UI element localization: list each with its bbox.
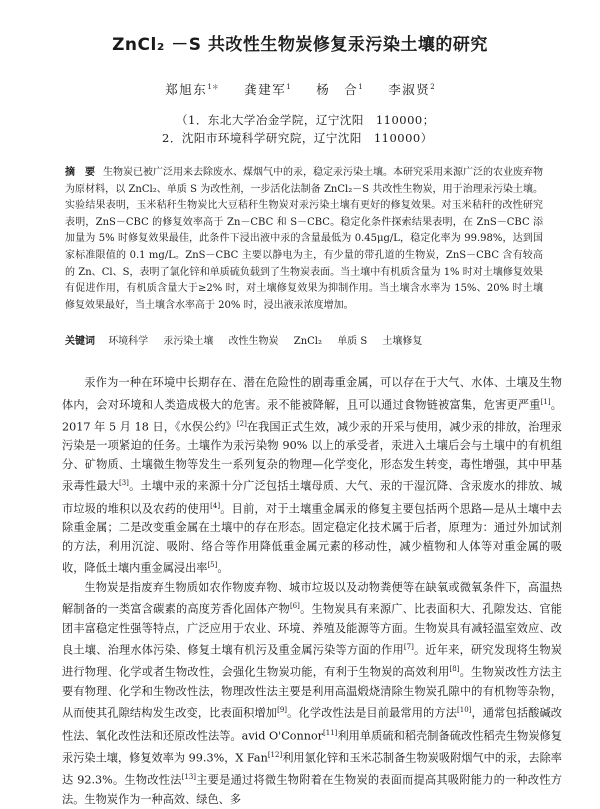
body-text-run: 。生物炭具有来源广、比表面积大、孔隙发达、官能团丰富稳定性强等特点，广泛应用于农业、环境、养殖及能源等方面。生物炭具有减轻温室效应、改良土壤、治理水体污染、修复土壤有机污及重金属污染等方面的作用 <box>62 602 562 657</box>
body-text-run: 在我国正式生效，减少汞的开采与使用，减少汞的排放，治理汞污染是一项紧迫的任务。土壤作为汞污染物 90% 以上的承受者，汞进入土壤后会与土壤中的有机组分、矿物质、土壤微生物等发生一系列复杂的物理—化学变化，形态发生转变，毒性增强，其中甲基汞毒性最大 <box>62 420 562 494</box>
author: 郑旭东$^{1*}$ <box>165 82 219 97</box>
keyword: 改性生物炭 <box>228 336 279 347</box>
body-text-run: 。生物炭改性方法主要有物理、化学和生物改性法，物理改性法主要是利用高温煅烧清除生物炭孔隙中的有机物等杂物，从而使其孔隙结构发生改变，比表面积增加 <box>62 666 562 721</box>
citation-ref: [1] <box>540 397 551 406</box>
body-text <box>62 374 562 809</box>
body-paragraph <box>62 579 562 809</box>
body-text-run: 。近年来，研究发现将生物炭进行物理、化学或者生物改性，会强化生物炭功能，有利于生物炭的高效利用 <box>62 643 562 680</box>
body-text-run: 。土壤中汞的来源十分广泛包括土壤母质、大气、汞的干湿沉降、含汞废水的排放、城市垃圾的堆积以及农药的使用 <box>62 480 562 516</box>
keyword: ZnCl₂ <box>293 336 322 347</box>
body-text-run: 利用氯化锌和玉米芯制备生物炭吸附烟气中的汞，去除率达 92.3%。生物改性法 <box>62 751 562 788</box>
citation-ref: [12] <box>267 751 283 760</box>
body-paragraph <box>62 374 562 579</box>
body-text-run: 利用单质硫和稻壳制备硫改性稻壳生物炭修复汞污染土壤，修复效率为 99.3%，X Fan <box>62 729 562 765</box>
body-text-run: 。2017 年 5 月 18 日，《水俣公约》 <box>62 398 562 434</box>
keyword: 土壤修复 <box>382 336 423 347</box>
affiliation-line: 2．沈阳市环境科学研究院，辽宁沈阳 110000） <box>162 131 433 145</box>
body-text-run: 主要是通过将微生物附着在生物炭的表面而提高其吸附能力的一种改性方法。生物炭作为一种高效、绿色、多 <box>62 774 562 806</box>
keyword: 环境科学 <box>108 336 149 347</box>
citation-ref: [3] <box>118 479 129 488</box>
citation-ref: [8] <box>449 665 460 674</box>
citation-ref: [6] <box>289 602 300 611</box>
keyword: 汞污染土壤 <box>163 336 214 347</box>
author: 龚建军$^1$ <box>244 82 291 97</box>
body-text-run: 生物炭是指废弃生物质如农作物废弃物、城市垃圾以及动物粪便等在缺氧或微氧条件下，高温热解制备的一类富含碳素的高度芳香化固体产物 <box>62 580 562 616</box>
citation-ref: [11] <box>323 728 338 737</box>
citation-ref: [4] <box>210 501 221 510</box>
citation-ref: [7] <box>403 643 414 652</box>
body-text-run: ，通常包括酸碱改性法、氧化改性法和还原改性法等。avid O'Connor <box>62 707 562 743</box>
citation-ref: [2] <box>236 419 247 428</box>
body-text-run: 。 <box>217 562 229 576</box>
abstract <box>65 165 543 314</box>
citation-ref: [5] <box>207 561 218 570</box>
keywords <box>65 334 543 350</box>
body-text-run: 。目前，对于土壤重金属汞的修复主要包括两个思路—是从土壤中去除重金属；二是改变重金属在土壤中的存在形态。固定稳定化技术属于后者，原理为：通过外加试剂的方法，利用沉淀、吸附、络合等作用降低重金属元素的移动性，减少植物和人体等对重金属的吸收，降低土壤内重金属浸出率 <box>62 502 562 576</box>
citation-ref: [9] <box>277 706 288 715</box>
author-list <box>0 80 600 98</box>
keywords-label: 关键词 <box>65 336 95 347</box>
abstract-text: 生物炭已被广泛用来去除废水、煤烟气中的汞，稳定汞污染土壤。本研究采用来源广泛的农业废弃物为原材料，以 ZnCl₂、单质 S 为改性剂，一步活化法制备 ZnCl₂－S 共改性生物炭，用于治理汞污染土壤。实验结果表明，玉米秸秆生物炭比大豆秸秆生物炭对汞污染土壤有更好的修复效果。对玉米秸秆的改性研究表明，ZnS－CBC 的修复效率高于 Zn－CBC 和 S－CBC。稳定化条件探索结果表明，在 ZnS－CBC 添加量为 5% 时修复效果最佳，此条件下浸出液中汞的含量最低为 0.45μg/L，稳定化率为 99.98%，达到国家标准限值的 0.1 mg/L。ZnS－CBC 主要以静电为主，有少量的带孔道的生物炭，ZnS－CBC 含有较高的 Zn、Cl、S，表明了氯化锌和单质硫负载到了生物炭表面。当土壤中有机质含量为 1% 时对土壤修复效果有促进作用，有机质含量大于≥2% 时，对土壤修复效果为抑制作用。当土壤含水率为 15%、20% 时土壤修复效果最好，当土壤含水率高于 20% 时，浸出液汞浓度增加。 <box>65 167 543 311</box>
citation-ref: [10] <box>457 706 472 715</box>
abstract-label: 摘 要 <box>65 167 95 178</box>
keyword: 单质 S <box>337 336 368 347</box>
author: 李淑贤$^2$ <box>388 82 435 97</box>
citation-ref: [13] <box>181 773 197 782</box>
paper-title: ZnCl₂ －S 共改性生物炭修复汞污染土壤的研究 <box>112 35 488 55</box>
body-text-run: 汞作为一种在环境中长期存在、潜在危险性的剧毒重金属，可以存在于大气、水体、土壤及生物体内，会对环境和人类造成极大的危害。汞不能被降解，且可以通过食物链被富集，危害更严重 <box>62 376 562 412</box>
body-text-run: 。化学改性法是目前最常用的方法 <box>287 707 458 721</box>
author: 杨 合$^1$ <box>316 82 363 97</box>
affiliation-line: （1．东北大学冶金学院，辽宁沈阳 110000； <box>176 113 435 127</box>
